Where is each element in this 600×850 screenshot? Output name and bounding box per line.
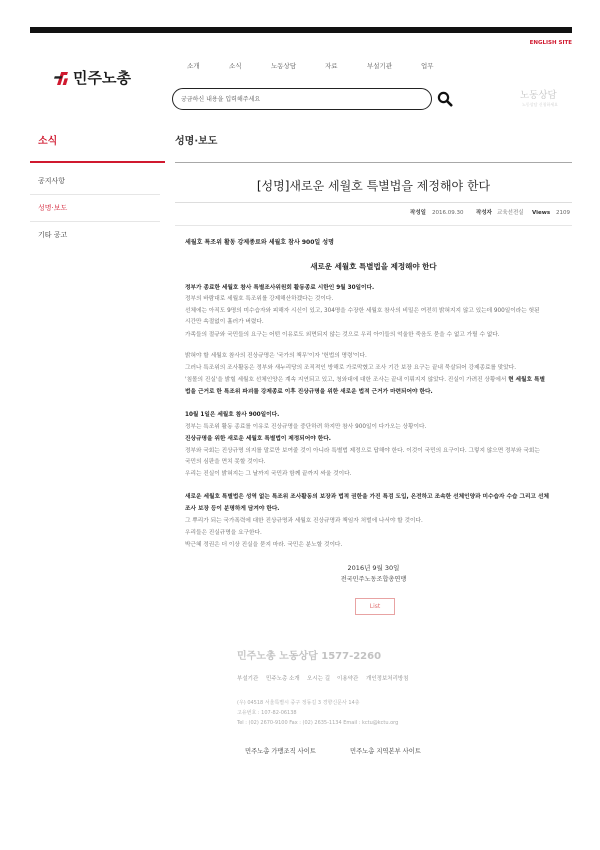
article-body-line: 정부의 바람대로 세월호 특조위를 강제해산하겠다는 것이다. [185,296,334,303]
top-bar [30,27,572,33]
search-input[interactable] [181,89,416,109]
search-button[interactable] [437,91,453,107]
nav-item-labor-counsel[interactable]: 노동상담 [271,61,297,70]
article-body-line: 국민의 심판을 면치 못할 것이다. [185,459,266,466]
footer-link-about[interactable]: 민주노총 소개 [266,676,300,683]
footer-address: (우) 04518 서울특별시 중구 정동길 3 경향신문사 14층 [237,699,360,706]
page-title-underline [175,162,572,163]
meta-author: 교육선전실 [497,210,524,217]
article-body-line: 시간만 속절없이 흘러가 버렸다. [185,319,264,326]
article-headline: 새로운 세월호 특별법을 제정해야 한다 [310,262,437,272]
kctu-logo-icon [54,70,71,86]
article-body-emphasis: 현 세월호 특별 [508,377,546,384]
labor-counsel-sub: 노동상담 신청하세요 [522,102,559,107]
sidebar-item-other-notices[interactable]: 기타 공고 [38,230,68,239]
footer-hotline: 민주노총 노동상담 1577-2260 [237,651,382,662]
footer-contact: Tel : (02) 2670-9100 Fax : (02) 2635-1134 Email : kctu@kctu.org [237,719,399,726]
site-logo[interactable] [54,69,138,87]
meta-views: 2109 [556,210,570,217]
nav-item-work[interactable]: 업무 [421,61,434,70]
article-subheading: 세월호 특조위 활동 강제종료와 세월호 참사 900일 성명 [185,239,334,246]
meta-views-label: Views [532,210,551,217]
labor-counsel-label: 노동상담 [520,89,557,101]
article-title-divider [175,202,572,203]
search-bar [172,88,432,110]
article-body-line: 그러나 특조위의 조사활동은 정부와 새누리당의 조직적인 방해로 가로막혔고 조사 기간 보장 요구는 끝내 묵살되어 강제종료를 맞았다. [185,365,517,372]
nav-item-resources[interactable]: 자료 [325,61,338,70]
article-body-line: 밝혀야 할 세월호 참사의 진상규명은 '국가의 책무'이자 '헌법의 명령'이다. [185,353,367,360]
footer-link-affiliates[interactable]: 부설기관 [237,676,259,683]
article-body-line: 조사 보장 등이 분명하게 담겨야 한다. [185,506,280,513]
article-body-line: 우리들은 진실규명을 요구한다. [185,530,262,537]
page-title: 성명·보도 [175,136,218,147]
sidebar-item-statements[interactable]: 성명·보도 [38,203,68,212]
footer-business-number: 고유번호 : 107-82-06138 [237,709,297,716]
meta-date: 2016.09.30 [432,210,464,217]
article-body-line: 정부가 종료한 세월호 참사 특별조사위원회 활동종료 시한인 9월 30일이다. [185,285,375,292]
article-body-line: 새로운 세월호 특별법은 성역 없는 특조위 조사활동의 보장과 법적 권한을 가진 특검 도입, 온전하고 조속한 선체인양과 미수습자 수습 그리고 선체 [185,494,549,501]
article-body-text: '침몰의 진실'을 밝힐 세월호 선체인양은 계속 지연되고 있고, 청와대에 대한 조사는 끝내 이뤄지지 않았다. 진실이 가려진 상황에서 [185,377,507,384]
nav-item-news[interactable]: 소식 [229,61,242,70]
article-body-line: 진상규명을 위한 새로운 세월호 특별법이 제정되어야 한다. [185,436,331,443]
sidebar-title-underline [30,161,165,163]
article-sign-org: 전국민주노동조합총연맹 [340,575,407,583]
english-site-link[interactable]: ENGLISH SITE [529,40,572,47]
sidebar-item-notices[interactable]: 공지사항 [38,176,66,185]
article-body-line: 법을 근거로 한 특조위 파괴를 강제종료 이후 진상규명을 위한 새로운 법적 근거가 마련되어야 한다. [185,389,433,396]
article-body-line: 정부는 특조위 활동 종료를 이유로 진상규명을 중단하려 하지만 참사 900일이 다가오는 상황이다. [185,424,427,431]
article-body-line: 가족들의 절규와 국민들의 요구는 어떤 이유로도 외면되지 않는 것으로 우리 아이들의 억울한 죽음도 묻을 수 없고 가릴 수 없다. [185,332,500,339]
family-site-member-orgs[interactable]: 민주노총 가맹조직 사이트 [245,747,316,755]
sidebar-divider [30,194,160,195]
article-body-line: 그 뿌리가 되는 국가폭력에 대한 진상규명과 세월호 진상규명과 책임자 처벌에 나서야 할 것이다. [185,518,423,525]
article-body-line: 정부와 국회는 진상규명 의지를 말로만 보여줄 것이 아니라 특별법 제정으로 답해야 한다. 이것이 국민의 요구이다. 그렇지 않으면 정부와 국회는 [185,448,540,455]
article-title: [성명]새로운 세월호 특별법을 제정해야 한다 [256,179,491,193]
footer-link-terms[interactable]: 이용약관 [337,676,359,683]
labor-counsel-button[interactable] [516,88,564,108]
article-body-line: 10월 1일은 세월호 참사 900일이다. [185,412,280,419]
article-body-line: 박근혜 정권은 더 이상 진실을 묻지 마라. 국민은 분노할 것이다. [185,542,343,549]
sidebar-title: 소식 [38,136,58,147]
nav-item-about[interactable]: 소개 [187,61,200,70]
list-button[interactable]: List [355,598,395,615]
article-body-line: 우리는 진실이 밝혀지는 그 날까지 국민과 함께 끝까지 싸울 것이다. [185,471,352,478]
meta-author-label: 작성자 [476,210,492,217]
footer-link-directions[interactable]: 오시는 길 [307,676,331,683]
meta-date-label: 작성일 [410,210,426,217]
article-meta-divider [175,225,572,226]
family-site-regional-hq[interactable]: 민주노총 지역본부 사이트 [350,747,421,755]
article-body-line [185,378,545,384]
sidebar-divider [30,221,160,222]
article-sign-date: 2016년 9월 30일 [347,563,400,572]
article-body-line: 선체에는 아직도 9명의 미수습자와 피해자 시신이 있고, 304명을 수장한 세월호 참사의 비밀은 여전히 밝혀지지 않고 있는데 900일이라는 헛된 [185,308,540,315]
logo-text: 민주노총 [73,68,131,87]
search-icon [437,95,453,110]
footer-link-privacy[interactable]: 개인정보처리방침 [366,676,409,683]
nav-item-affiliates[interactable]: 부설기관 [367,61,393,70]
